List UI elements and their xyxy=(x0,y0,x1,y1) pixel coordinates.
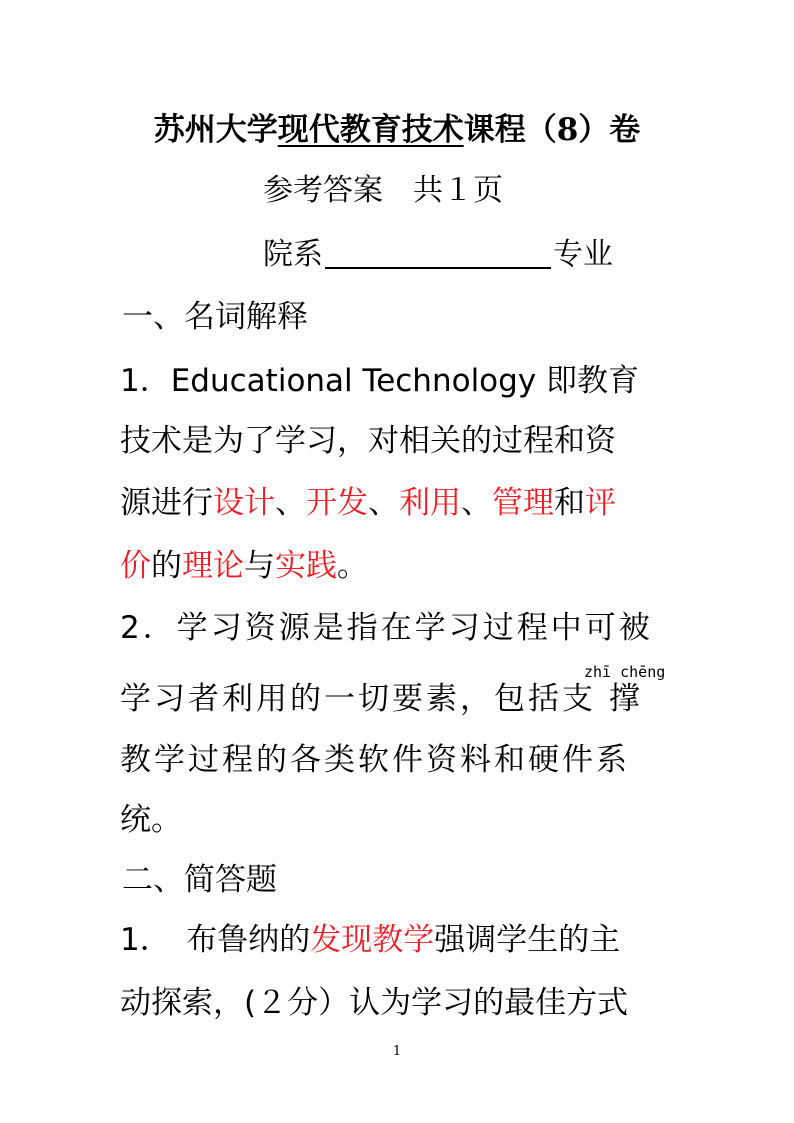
exam-title xyxy=(0,106,794,154)
title-university: 苏州大学 xyxy=(153,112,278,148)
sa-q1-line-1 xyxy=(120,917,680,963)
q1-punct: 、 xyxy=(275,485,306,521)
q1-text: 源进行 xyxy=(120,485,213,521)
q1-punct: 、 xyxy=(461,485,492,521)
department-blank xyxy=(325,235,551,269)
pinyin-annotation: zhī chēng xyxy=(584,663,666,681)
title-suffix: 课程（8）卷 xyxy=(463,112,641,148)
page-number: 1 xyxy=(392,1044,402,1059)
q1-line-3 xyxy=(120,480,680,526)
major-label: 专业 xyxy=(553,237,613,272)
q2-line-1: 2．学习资源是指在学习过程中可被 xyxy=(120,610,653,646)
q2-line-2: 学习者利用的一切要素，包括支 撑 xyxy=(120,681,643,717)
q1-text: 与 xyxy=(244,548,275,584)
keyword-evaluation-part2: 价 xyxy=(120,548,151,584)
sa-q1-text: 1． 布鲁纳的 xyxy=(120,922,311,958)
keyword-evaluation-part1: 评 xyxy=(585,485,616,521)
title-course-name: 现代教育技术 xyxy=(277,112,464,148)
sa-q1-line-2: 动探索，(２分）认为学习的最佳方式 xyxy=(120,985,629,1021)
keyword-discovery-learning: 发现教学 xyxy=(310,922,435,958)
keyword-design: 设计 xyxy=(213,485,275,521)
q1-punct: 。 xyxy=(337,548,368,584)
q2-line-4: 统。 xyxy=(120,802,182,838)
keyword-utilization: 利用 xyxy=(399,485,461,521)
keyword-theory: 理论 xyxy=(182,548,244,584)
q1-line-2: 技术是为了学习，对相关的过程和资 xyxy=(120,423,616,459)
keyword-development: 开发 xyxy=(306,485,368,521)
answer-key-subtitle: 参考答案 共１页 xyxy=(263,173,503,208)
q1-line-1: 1．Educational Technology 即教育 xyxy=(120,363,640,399)
q1-text: 的 xyxy=(151,548,182,584)
section-heading-short-answer: 二、简答题 xyxy=(122,862,277,898)
keyword-practice: 实践 xyxy=(275,548,337,584)
sa-q1-text: 强调学生的主 xyxy=(434,922,621,958)
q1-punct: 、 xyxy=(368,485,399,521)
section-heading-terms: 一、名词解释 xyxy=(122,299,308,335)
department-label: 院系 xyxy=(263,237,323,272)
q1-line-4 xyxy=(120,543,680,589)
q2-line-3: 教学过程的各类软件资料和硬件系 xyxy=(120,742,630,778)
q1-text: 和 xyxy=(554,485,585,521)
department-line xyxy=(263,232,613,278)
keyword-management: 管理 xyxy=(492,485,554,521)
